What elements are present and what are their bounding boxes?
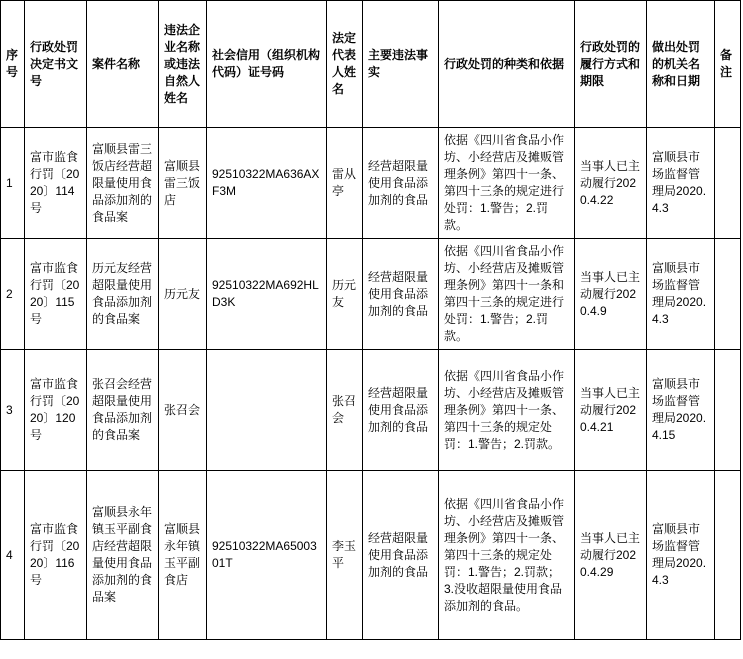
- cell-entity: 历元友: [159, 239, 207, 350]
- header-fact: 主要违法事实: [363, 1, 439, 128]
- cell-performance: 当事人已主动履行2020.4.22: [575, 128, 647, 239]
- header-row: [1, 1, 741, 128]
- table-row: [1, 239, 741, 350]
- cell-organ: 富顺县市场监督管理局2020.4.3: [647, 471, 715, 640]
- cell-performance: 当事人已主动履行2020.4.21: [575, 350, 647, 471]
- cell-index: 1: [1, 128, 25, 239]
- cell-remark: [715, 239, 741, 350]
- table-body: [1, 128, 741, 640]
- cell-fact: 经营超限量使用食品添加剂的食品: [363, 239, 439, 350]
- cell-organ: 富顺县市场监督管理局2020.4.3: [647, 128, 715, 239]
- header-performance: 行政处罚的履行方式和期限: [575, 1, 647, 128]
- cell-index: 3: [1, 350, 25, 471]
- header-remark: 备注: [715, 1, 741, 128]
- cell-case-name: 张召会经营超限量使用食品添加剂的食品案: [87, 350, 159, 471]
- cell-case-name: 历元友经营超限量使用食品添加剂的食品案: [87, 239, 159, 350]
- cell-basis: 依据《四川省食品小作坊、小经营店及摊贩管理条例》第四十一条、第四十三条的规定处罚：1.警告；2.罚款。: [439, 350, 575, 471]
- cell-organ: 富顺县市场监督管理局2020.4.15: [647, 350, 715, 471]
- cell-legal-rep: 历元友: [327, 239, 363, 350]
- cell-doc-no: 富市监食行罚〔2020〕120号: [25, 350, 87, 471]
- table-row: [1, 471, 741, 640]
- header-entity: 违法企业名称或违法自然人姓名: [159, 1, 207, 128]
- header-doc-no: 行政处罚决定书文号: [25, 1, 87, 128]
- cell-doc-no: 富市监食行罚〔2020〕116号: [25, 471, 87, 640]
- cell-legal-rep: 雷从亭: [327, 128, 363, 239]
- header-legal-rep: 法定代表人姓名: [327, 1, 363, 128]
- cell-credit-code: [207, 350, 327, 471]
- cell-fact: 经营超限量使用食品添加剂的食品: [363, 471, 439, 640]
- table-row: [1, 128, 741, 239]
- cell-organ: 富顺县市场监督管理局2020.4.3: [647, 239, 715, 350]
- cell-remark: [715, 128, 741, 239]
- cell-credit-code: 92510322MA692HLD3K: [207, 239, 327, 350]
- cell-remark: [715, 471, 741, 640]
- table-header: [1, 1, 741, 128]
- cell-remark: [715, 350, 741, 471]
- cell-case-name: 富顺县永年镇玉平副食店经营超限量使用食品添加剂的食品案: [87, 471, 159, 640]
- cell-entity: 富顺县雷三饭店: [159, 128, 207, 239]
- cell-entity: 张召会: [159, 350, 207, 471]
- cell-index: 2: [1, 239, 25, 350]
- cell-fact: 经营超限量使用食品添加剂的食品: [363, 128, 439, 239]
- cell-performance: 当事人已主动履行2020.4.9: [575, 239, 647, 350]
- cell-credit-code: 92510322MA636AXF3M: [207, 128, 327, 239]
- header-credit-code: 社会信用（组织机构代码）证号码: [207, 1, 327, 128]
- cell-fact: 经营超限量使用食品添加剂的食品: [363, 350, 439, 471]
- header-organ: 做出处罚的机关名称和日期: [647, 1, 715, 128]
- cell-legal-rep: 张召会: [327, 350, 363, 471]
- table-row: [1, 350, 741, 471]
- cell-doc-no: 富市监食行罚〔2020〕114号: [25, 128, 87, 239]
- cell-index: 4: [1, 471, 25, 640]
- cell-case-name: 富顺县雷三饭店经营超限量使用食品添加剂的食品案: [87, 128, 159, 239]
- cell-basis: 依据《四川省食品小作坊、小经营店及摊贩管理条例》第四十一条、第四十三条的规定进行处罚：1.警告；2.罚款。: [439, 128, 575, 239]
- cell-performance: 当事人已主动履行2020.4.29: [575, 471, 647, 640]
- cell-basis: 依据《四川省食品小作坊、小经营店及摊贩管理条例》第四十一条和第四十三条的规定进行处罚：1.警告；2.罚款。: [439, 239, 575, 350]
- header-basis: 行政处罚的种类和依据: [439, 1, 575, 128]
- cell-legal-rep: 李玉平: [327, 471, 363, 640]
- cell-doc-no: 富市监食行罚〔2020〕115号: [25, 239, 87, 350]
- cell-basis: 依据《四川省食品小作坊、小经营店及摊贩管理条例》第四十一条、第四十三条的规定处罚：1.警告；2.罚款；3.没收超限量使用食品添加剂的食品。: [439, 471, 575, 640]
- cell-entity: 富顺县永年镇玉平副食店: [159, 471, 207, 640]
- header-case-name: 案件名称: [87, 1, 159, 128]
- header-index: 序号: [1, 1, 25, 128]
- cell-credit-code: 92510322MA6500301T: [207, 471, 327, 640]
